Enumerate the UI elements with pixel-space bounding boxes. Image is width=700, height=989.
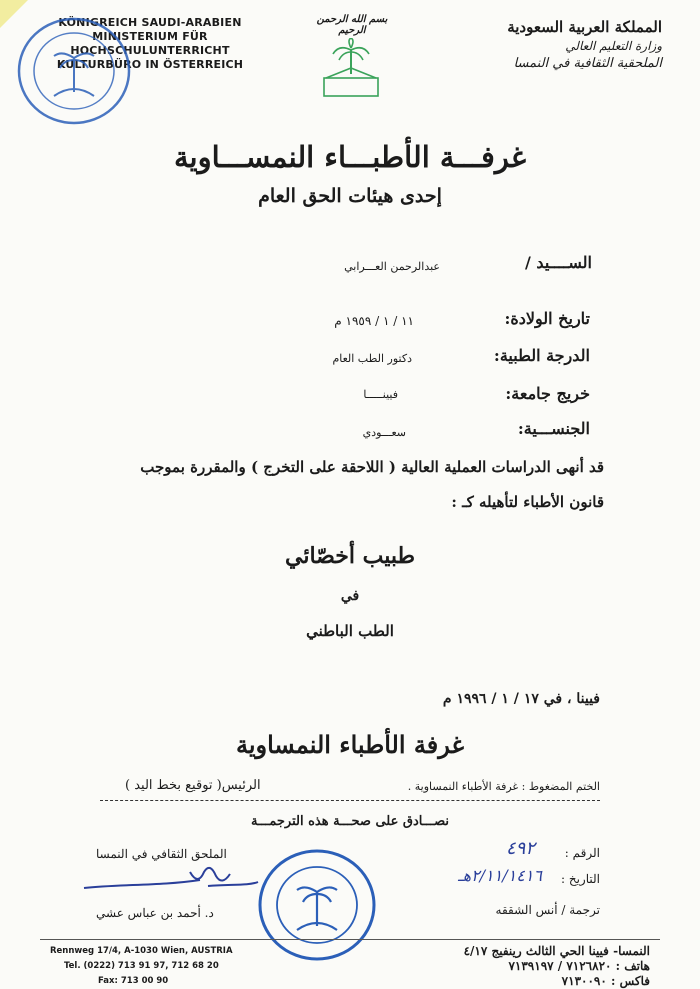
letterhead-arabic-line: الملحقية الثقافية في النمسا: [513, 56, 662, 71]
field-value-name: عبدالرحمن العـــرابي: [344, 260, 440, 273]
attache-title: الملحق الثقافي في النمسا: [96, 847, 227, 861]
attache-name: د. أحمد بن عباس عشي: [96, 906, 214, 920]
footer-fax: Fax: 713 00 90: [98, 976, 169, 986]
field-label-name: الســــيد /: [525, 253, 592, 272]
document-subtitle: إحدى هيئات الحق العام: [258, 185, 442, 207]
basmala: بسم الله الرحمن الرحيم: [316, 14, 388, 36]
footer-fax-ar: فاكس : ٧١٣٠٠٩٠: [561, 974, 650, 988]
footer-address-ar: النمسا- فيينا الحي الثالث رينفيج ٤/١٧: [463, 944, 650, 958]
field-label-university: خريج جامعة:: [505, 384, 590, 403]
letterhead-arabic: [507, 18, 662, 71]
letterhead-arabic-line: المملكة العربية السعودية: [507, 18, 662, 36]
footer-latin: [50, 944, 233, 989]
letterhead-latin-line: KÖNIGREICH SAUDI-ARABIEN: [58, 16, 242, 29]
date-value: ٢/١١/١٤١٦هـ: [457, 866, 542, 885]
seal-line: الختم المضغوط : غرفة الأطباء النمساوية .: [407, 780, 600, 793]
translator-line: ترجمة / أنس الشققه: [495, 903, 600, 917]
field-value-university: فيينـــــا: [363, 388, 398, 401]
footer-arabic: [464, 944, 650, 989]
specialty-title: طبيب أخصّائي: [284, 543, 415, 569]
cultural-office-stamp-bottom: [256, 846, 378, 964]
field-value-nationality: سعـــودي: [362, 426, 406, 439]
field-label-birthdate: تاريخ الولادة:: [504, 309, 590, 328]
field-value-degree: دكتور الطب العام: [332, 352, 412, 365]
field-label-degree: الدرجة الطبية:: [493, 346, 590, 365]
palm-swords-emblem: [318, 38, 384, 100]
date-label: التاريخ :: [560, 872, 600, 886]
body-line: قد أنهى الدراسات العملية العالية ( اللاحقة على التخرج ) والمقررة بموجب: [140, 458, 604, 476]
president-line: الرئيس( توقيع بخط اليد ): [125, 778, 261, 793]
letterhead-latin-line: KULTURBÜRO IN ÖSTERREICH: [56, 58, 244, 71]
specialty-field: الطب الباطني: [306, 622, 394, 640]
footer-rule: [40, 939, 660, 940]
specialty-in: في: [340, 588, 360, 604]
attache-signature: [80, 866, 260, 902]
number-label: الرقم :: [564, 846, 600, 860]
field-value-birthdate: ١١ / ١ / ١٩٥٩ م: [334, 314, 414, 328]
letterhead-arabic-line: وزارة التعليم العالي: [565, 39, 662, 53]
divider: [100, 800, 600, 801]
place-date: فيينا ، في ١٧ / ١ / ١٩٩٦ م: [442, 691, 600, 707]
footer-address: Rennweg 17/4, A-1030 Wien, AUSTRIA: [50, 946, 233, 956]
letterhead-latin-line: MINISTERIUM FÜR: [92, 30, 208, 43]
document-title: غرفـــة الأطبـــاء النمســـاوية: [173, 140, 526, 174]
footer-phone: Tel. (0222) 713 91 97, 712 68 20: [64, 961, 219, 971]
field-label-nationality: الجنســـية:: [517, 419, 590, 438]
body-line: قانون الأطباء لتأهيله كـ :: [451, 493, 604, 511]
chamber-title-bottom: غرفة الأطباء النمساوية: [235, 730, 465, 759]
letterhead-latin-line: HOCHSCHULUNTERRICHT: [70, 44, 230, 57]
footer-phone-ar: هاتف : ٧١٢٦٨٢٠ / ٧١٣٩١٩٧: [508, 959, 650, 973]
cultural-office-stamp-top: [14, 14, 134, 129]
certification-line: نصـــادق على صحـــة هذه الترجمـــة: [250, 814, 450, 829]
number-value: ٤٩٢: [505, 838, 535, 859]
